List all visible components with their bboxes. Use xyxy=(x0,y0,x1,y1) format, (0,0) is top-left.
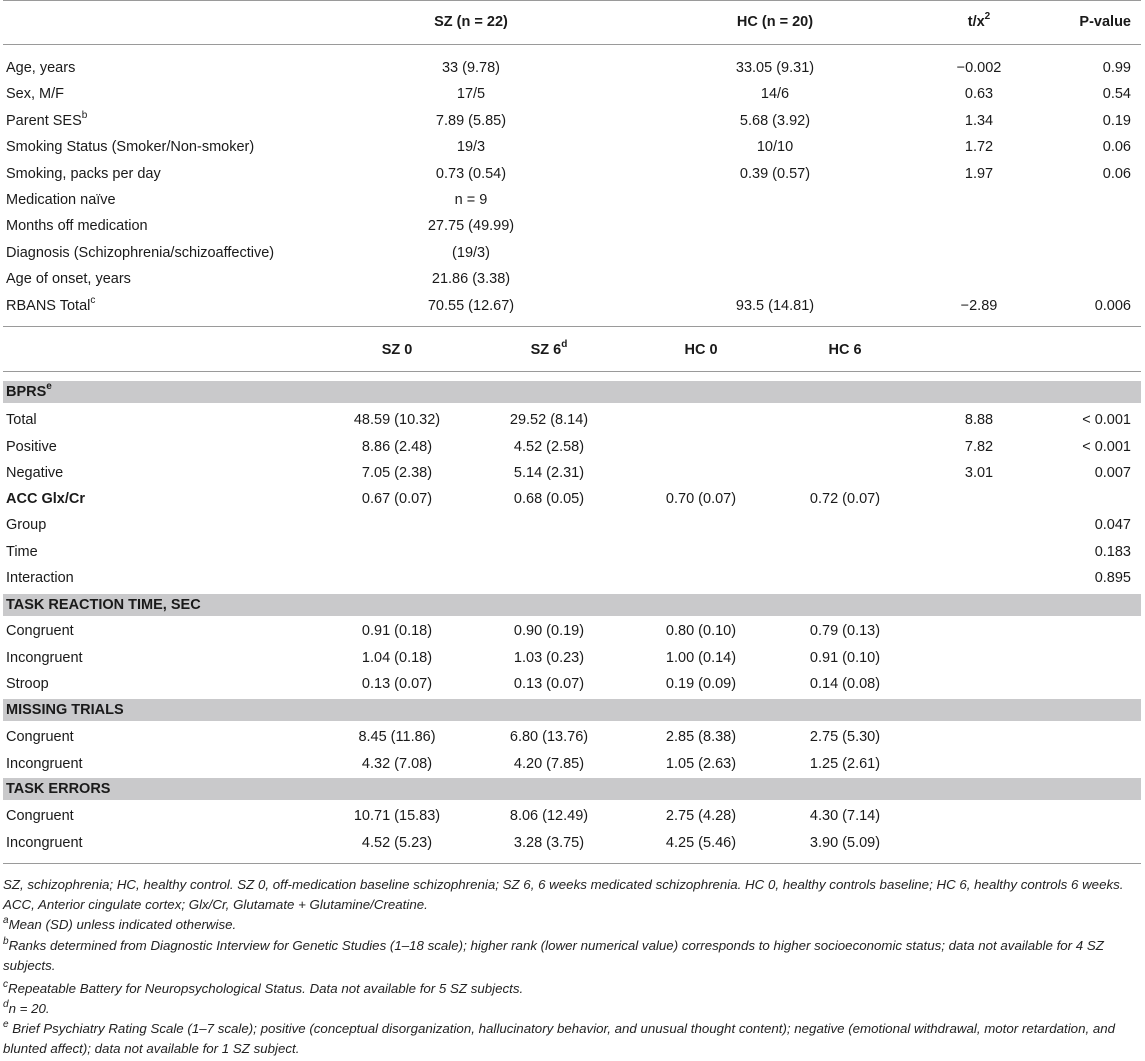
section-missing-title: MISSING TRIALS xyxy=(6,702,124,718)
sz0-value: 7.05 (2.38) xyxy=(361,465,433,481)
sz6-value: 0.68 (0.05) xyxy=(513,491,585,507)
section-errors-title: TASK ERRORS xyxy=(6,781,111,797)
hc0-value: 4.25 (5.46) xyxy=(665,835,737,851)
p-value: 0.006 xyxy=(1094,298,1131,314)
sz-value: 0.73 (0.54) xyxy=(435,166,507,182)
header-row-2 xyxy=(3,337,1141,363)
hc0-value: 0.19 (0.09) xyxy=(665,676,737,692)
hc0-value: 1.05 (2.63) xyxy=(665,756,737,772)
row-label: Total xyxy=(6,412,37,428)
t-value: −0.002 xyxy=(956,60,1002,76)
p-value: < 0.001 xyxy=(1082,412,1131,428)
sz6-value: 4.52 (2.58) xyxy=(513,439,585,455)
row-label: RBANS Total$^c$ xyxy=(6,295,96,314)
hc0-value: 2.85 (8.38) xyxy=(665,729,737,745)
hc6-value: 0.79 (0.13) xyxy=(809,623,881,639)
table-row xyxy=(3,512,1141,538)
hc6-value: 3.90 (5.09) xyxy=(809,835,881,851)
demographics-row xyxy=(3,266,1141,292)
row-label: Age of onset, years xyxy=(6,271,131,287)
hc-value: 5.68 (3.92) xyxy=(739,113,811,129)
section-missing xyxy=(3,699,1141,721)
hc-value: 0.39 (0.57) xyxy=(739,166,811,182)
sz-value: 7.89 (5.85) xyxy=(435,113,507,129)
p-value: 0.19 xyxy=(1102,113,1131,129)
hc-value: 14/6 xyxy=(760,86,790,102)
t-value: 1.34 xyxy=(964,113,994,129)
header-sz6: SZ 6$^d$ xyxy=(530,339,568,358)
table-row xyxy=(3,539,1141,565)
row-label: Incongruent xyxy=(6,835,83,851)
demographics-row xyxy=(3,240,1141,266)
sz0-value: 8.86 (2.48) xyxy=(361,439,433,455)
sz0-value: 0.13 (0.07) xyxy=(361,676,433,692)
t-value: 7.82 xyxy=(964,439,994,455)
sz-value: 19/3 xyxy=(456,139,486,155)
row-label: Incongruent xyxy=(6,756,83,772)
table-row xyxy=(3,618,1141,644)
row-label: Incongruent xyxy=(6,650,83,666)
table-row xyxy=(3,830,1141,856)
p-value: 0.54 xyxy=(1102,86,1131,102)
sz-value: (19/3) xyxy=(452,245,490,261)
row-label: Sex, M/F xyxy=(6,86,65,102)
table-row xyxy=(3,803,1141,829)
hc0-value: 1.00 (0.14) xyxy=(665,650,737,666)
header-hc0: HC 0 xyxy=(684,342,718,358)
p-value: 0.007 xyxy=(1094,465,1131,481)
row-label: Positive xyxy=(6,439,57,455)
sz6-value: 4.20 (7.85) xyxy=(513,756,585,772)
t-value: 3.01 xyxy=(964,465,994,481)
section-bprs-title: BPRS$^e$ xyxy=(6,381,52,400)
footnote-e: $^e$ Brief Psychiatry Rating Scale (1–7 scale); positive (conceptual disorganization, hallucinatory behavior, and unusual thought content); negative (emotional withdrawal, motor retardation, and blunted affect); data not available for 1 SZ subject. xyxy=(3,1018,1116,1056)
row-label: Parent SES$^b$ xyxy=(6,110,88,129)
hc6-value: 0.91 (0.10) xyxy=(809,650,881,666)
t-value: 1.72 xyxy=(964,139,994,155)
section-bprs xyxy=(3,381,1141,403)
sz-value: 27.75 (49.99) xyxy=(427,218,515,234)
table-row xyxy=(3,751,1141,777)
header-sz: SZ (n = 22) xyxy=(434,14,508,30)
sz-value: 70.55 (12.67) xyxy=(427,298,515,314)
table-row xyxy=(3,407,1141,433)
p-value: 0.183 xyxy=(1094,544,1131,560)
row-label: Age, years xyxy=(6,60,76,76)
bottom-rule xyxy=(3,863,1141,864)
table-row xyxy=(3,645,1141,671)
demographics-row xyxy=(3,108,1141,134)
section-task-rt-title: TASK REACTION TIME, SEC xyxy=(6,597,201,613)
hc6-value: 4.30 (7.14) xyxy=(809,808,881,824)
row-label: Congruent xyxy=(6,808,74,824)
hc0-value: 0.80 (0.10) xyxy=(665,623,737,639)
header-row-1 xyxy=(3,9,1141,35)
hc6-value: 1.25 (2.61) xyxy=(809,756,881,772)
row-label: Smoking, packs per day xyxy=(6,166,161,182)
p-value: < 0.001 xyxy=(1082,439,1131,455)
t-value: 8.88 xyxy=(964,412,994,428)
sz-value: 21.86 (3.38) xyxy=(431,271,511,287)
sz-value: 17/5 xyxy=(456,86,486,102)
sz0-value: 4.32 (7.08) xyxy=(361,756,433,772)
sz6-value: 0.90 (0.19) xyxy=(513,623,585,639)
sz0-value: 48.59 (10.32) xyxy=(353,412,441,428)
sz-value: n = 9 xyxy=(454,192,488,208)
t-value: 0.63 xyxy=(964,86,994,102)
section-errors xyxy=(3,778,1141,800)
sz-value: 33 (9.78) xyxy=(441,60,501,76)
row-label: Months off medication xyxy=(6,218,148,234)
sz6-value: 5.14 (2.31) xyxy=(513,465,585,481)
hc-value: 10/10 xyxy=(756,139,794,155)
table-row xyxy=(3,460,1141,486)
row-label: Negative xyxy=(6,465,64,481)
row-label: Smoking Status (Smoker/Non-smoker) xyxy=(6,139,255,155)
hc6-value: 0.14 (0.08) xyxy=(809,676,881,692)
header-sz0: SZ 0 xyxy=(381,342,413,358)
demographics-row xyxy=(3,134,1141,160)
sz0-value: 10.71 (15.83) xyxy=(353,808,441,824)
table-row xyxy=(3,565,1141,591)
row-label: Diagnosis (Schizophrenia/schizoaffective) xyxy=(6,245,275,261)
sz0-value: 0.91 (0.18) xyxy=(361,623,433,639)
sz6-value: 0.13 (0.07) xyxy=(513,676,585,692)
sz0-value: 8.45 (11.86) xyxy=(358,729,436,745)
top-rule xyxy=(3,0,1141,1)
footnote-main: SZ, schizophrenia; HC, healthy control. SZ 0, off-medication baseline schizophrenia; SZ 6, 6 weeks medicated schizophrenia. HC 0, healthy controls baseline; HC 6, healthy controls 6 weeks. ACC, Anterior cingulate cortex; Glx/Cr, Glutamate + Glutamine/Creatine. xyxy=(3,877,1124,912)
header-hc6: HC 6 xyxy=(828,342,862,358)
footnote-d: $^d$n = 20. xyxy=(3,998,50,1016)
sz6-value: 6.80 (13.76) xyxy=(509,729,589,745)
row-label: Group xyxy=(6,517,47,533)
hc-value: 33.05 (9.31) xyxy=(735,60,815,76)
demographics-row xyxy=(3,187,1141,213)
hc0-value: 2.75 (4.28) xyxy=(665,808,737,824)
sz0-value: 0.67 (0.07) xyxy=(361,491,433,507)
header-hc: HC (n = 20) xyxy=(736,14,814,30)
footnote-a: $^a$Mean (SD) unless indicated otherwise. xyxy=(3,914,237,932)
table-row xyxy=(3,486,1141,512)
sz6-value: 29.52 (8.14) xyxy=(509,412,589,428)
sz6-value: 8.06 (12.49) xyxy=(509,808,589,824)
p-value: 0.047 xyxy=(1094,517,1131,533)
hc6-value: 0.72 (0.07) xyxy=(809,491,881,507)
sz6-value: 3.28 (3.75) xyxy=(513,835,585,851)
hc0-value: 0.70 (0.07) xyxy=(665,491,737,507)
t-value: −2.89 xyxy=(960,298,998,314)
header-rule-1 xyxy=(3,44,1141,45)
table-row xyxy=(3,434,1141,460)
p-value: 0.895 xyxy=(1094,570,1131,586)
row-label: Congruent xyxy=(6,729,74,745)
p-value: 0.06 xyxy=(1102,139,1131,155)
header-p: P-value xyxy=(1079,14,1131,30)
row-label: Medication naïve xyxy=(6,192,116,208)
row-label: Stroop xyxy=(6,676,49,692)
sz6-value: 1.03 (0.23) xyxy=(513,650,585,666)
t-value: 1.97 xyxy=(964,166,994,182)
footnote-b: $^b$Ranks determined from Diagnostic Interview for Genetic Studies (1–18 scale); higher rank (lower numerical value) corresponds to higher socioeconomic status; data not available for 4 SZ subjects. xyxy=(3,935,1104,973)
table-row xyxy=(3,724,1141,750)
sz0-value: 4.52 (5.23) xyxy=(361,835,433,851)
demographics-row xyxy=(3,213,1141,239)
hc-value: 93.5 (14.81) xyxy=(735,298,815,314)
row-label: Congruent xyxy=(6,623,74,639)
p-value: 0.06 xyxy=(1102,166,1131,182)
sz0-value: 1.04 (0.18) xyxy=(361,650,433,666)
p-value: 0.99 xyxy=(1102,60,1131,76)
footnote-c: $^c$Repeatable Battery for Neuropsychological Status. Data not available for 5 SZ subjects. xyxy=(3,978,524,996)
table-row xyxy=(3,671,1141,697)
demographics-row xyxy=(3,81,1141,107)
header-rule-2 xyxy=(3,371,1141,372)
demographics-row xyxy=(3,55,1141,81)
hc6-value: 2.75 (5.30) xyxy=(809,729,881,745)
row-label: Time xyxy=(6,544,38,560)
row-label: ACC Glx/Cr xyxy=(6,491,85,507)
demographics-row xyxy=(3,161,1141,187)
header-t: $t/x^2$ xyxy=(967,11,991,30)
demographics-row xyxy=(3,293,1141,319)
mid-rule xyxy=(3,326,1141,327)
section-task-rt xyxy=(3,594,1141,616)
row-label: Interaction xyxy=(6,570,74,586)
